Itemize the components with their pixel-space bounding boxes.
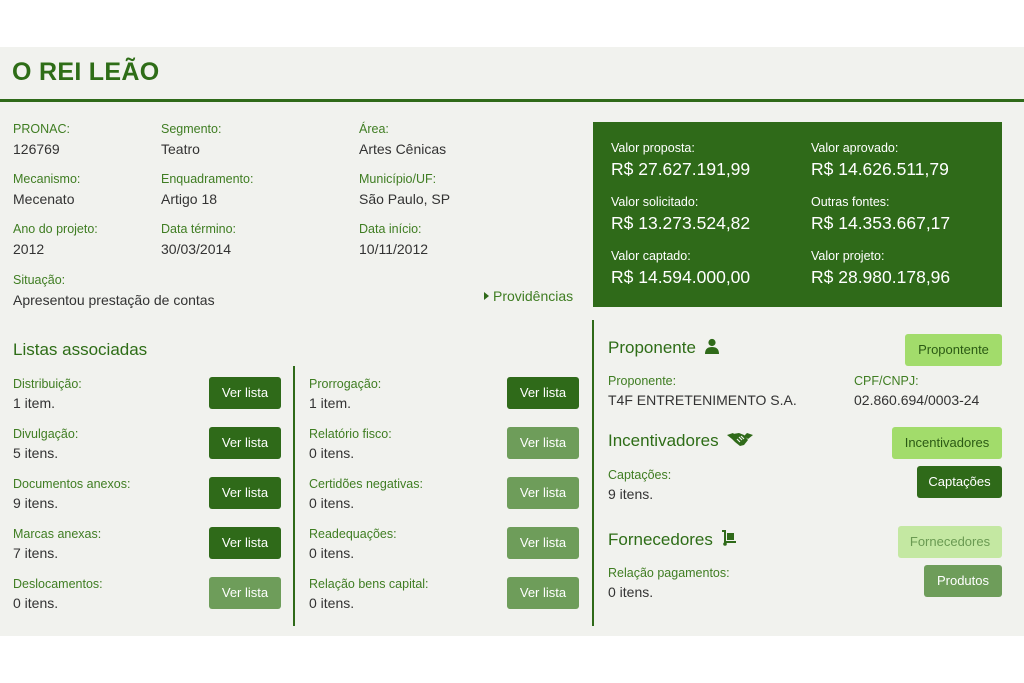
proponente-name-label: Proponente:: [608, 374, 677, 388]
providencias-link[interactable]: [484, 288, 573, 304]
financial-value: R$ 14.626.511,79: [811, 159, 949, 179]
fornecedores-title-text: Fornecedores: [608, 530, 713, 549]
list-item-readequacoes: [309, 527, 397, 562]
triangle-right-icon: [484, 292, 489, 300]
captacoes-label: Captações:: [608, 468, 672, 482]
list-item-label: Relação bens capital:: [309, 577, 429, 591]
financial-summary: [593, 122, 1002, 307]
financial-label: Outras fontes:: [811, 195, 890, 209]
field-situacao: [13, 273, 215, 309]
field-label: Segmento:: [161, 122, 222, 136]
list-item-documentos-anexos: [13, 477, 130, 512]
outras-fontes: [811, 195, 950, 234]
financial-label: Valor projeto:: [811, 249, 885, 263]
relacao-pagamentos-count: 0 itens.: [608, 584, 654, 600]
proponente-button[interactable]: Propontente: [905, 334, 1002, 366]
field-ano-projeto: [13, 222, 98, 258]
list-item-label: Divulgação:: [13, 427, 79, 441]
proponente-title: [608, 338, 720, 359]
cpf-cnpj-label: CPF/CNPJ:: [854, 374, 919, 388]
field-value: São Paulo, SP: [359, 191, 451, 207]
field-label: Data término:: [161, 222, 237, 236]
fornecedores-title: [608, 530, 737, 551]
produtos-button[interactable]: Produtos: [924, 565, 1002, 597]
proponente-name: [608, 374, 797, 409]
list-item-deslocamentos: [13, 577, 103, 612]
field-pronac: [13, 122, 70, 158]
list-item-count: 1 item.: [13, 395, 56, 411]
list-item-label: Distribuição:: [13, 377, 82, 391]
list-item-label: Marcas anexas:: [13, 527, 102, 541]
field-value: 2012: [13, 241, 45, 257]
list-item-label: Relatório fisco:: [309, 427, 392, 441]
cpf-cnpj-value: 02.860.694/0003-24: [854, 392, 980, 408]
list-item-divulgacao: [13, 427, 78, 462]
field-value: Artigo 18: [161, 191, 218, 207]
list-item-marcas-anexas: [13, 527, 101, 562]
incentivadores-title: [608, 431, 753, 452]
field-segmento: [161, 122, 221, 158]
field-value: Artes Cênicas: [359, 141, 447, 157]
list-item-count: 5 itens.: [13, 445, 59, 461]
field-value: Apresentou prestação de contas: [13, 292, 215, 308]
field-label: Área:: [359, 122, 389, 136]
handshake-icon: [727, 431, 753, 452]
financial-value: R$ 28.980.178,96: [811, 267, 951, 287]
ver-lista-deslocamentos-button[interactable]: Ver lista: [209, 577, 281, 609]
field-value: Mecenato: [13, 191, 75, 207]
list-item-count: 0 itens.: [13, 595, 59, 611]
ver-lista-marcas-button[interactable]: Ver lista: [209, 527, 281, 559]
list-item-label: Readequações:: [309, 527, 397, 541]
hand-truck-icon: [721, 530, 737, 551]
list-item-label: Prorrogação:: [309, 377, 382, 391]
financial-value: R$ 14.353.667,17: [811, 213, 951, 233]
proponente-cpf-cnpj: [854, 374, 979, 409]
title-divider: [0, 99, 1024, 102]
list-item-label: Documentos anexos:: [13, 477, 131, 491]
valor-aprovado: [811, 141, 949, 180]
user-icon: [704, 338, 720, 359]
financial-value: R$ 13.273.524,82: [611, 213, 751, 233]
list-item-certidoes-negativas: [309, 477, 423, 512]
list-item-prorrogacao: [309, 377, 381, 412]
list-item-count: 7 itens.: [13, 545, 59, 561]
list-item-count: 0 itens.: [309, 495, 355, 511]
field-value: 10/11/2012: [359, 241, 429, 257]
ver-lista-readequacoes-button[interactable]: Ver lista: [507, 527, 579, 559]
financial-label: Valor proposta:: [611, 141, 695, 155]
field-label: Enquadramento:: [161, 172, 254, 186]
financial-label: Valor solicitado:: [611, 195, 699, 209]
captacoes-button[interactable]: Captações: [917, 466, 1002, 498]
valor-proposta: [611, 141, 750, 180]
list-item-count: 0 itens.: [309, 595, 355, 611]
field-data-inicio: [359, 222, 428, 258]
ver-lista-relatorio-fisco-button[interactable]: Ver lista: [507, 427, 579, 459]
captacoes-count: 9 itens.: [608, 486, 654, 502]
list-item-label: Certidões negativas:: [309, 477, 423, 491]
field-mecanismo: [13, 172, 80, 208]
field-data-termino: [161, 222, 236, 258]
financial-label: Valor aprovado:: [811, 141, 899, 155]
field-label: Mecanismo:: [13, 172, 81, 186]
proponente-title-text: Proponente: [608, 338, 696, 357]
relacao-pagamentos-item: [608, 566, 730, 601]
field-value: 30/03/2014: [161, 241, 232, 257]
providencias-label: Providências: [493, 288, 574, 304]
ver-lista-divulgacao-button[interactable]: Ver lista: [209, 427, 281, 459]
field-label: Município/UF:: [359, 172, 437, 186]
field-label: Data início:: [359, 222, 422, 236]
section-divider: [592, 320, 594, 626]
list-item-distribuicao: [13, 377, 82, 412]
financial-value: R$ 27.627.191,99: [611, 159, 751, 179]
field-value: 126769: [13, 141, 60, 157]
field-municipio: [359, 172, 450, 208]
list-item-relatorio-fisco: [309, 427, 392, 462]
ver-lista-certidoes-button[interactable]: Ver lista: [507, 477, 579, 509]
field-label: Ano do projeto:: [13, 222, 98, 236]
captacoes-item: [608, 468, 671, 503]
valor-captado: [611, 249, 750, 288]
incentivadores-title-text: Incentivadores: [608, 431, 719, 450]
ver-lista-documentos-button[interactable]: Ver lista: [209, 477, 281, 509]
incentivadores-button[interactable]: Incentivadores: [892, 427, 1002, 459]
proponente-name-value: T4F ENTRETENIMENTO S.A.: [608, 392, 797, 408]
list-item-relacao-bens-capital: [309, 577, 429, 612]
list-item-label: Deslocamentos:: [13, 577, 103, 591]
listas-column-divider: [293, 366, 295, 626]
financial-label: Valor captado:: [611, 249, 691, 263]
valor-solicitado: [611, 195, 750, 234]
field-area: [359, 122, 446, 158]
listas-associadas-title: Listas associadas: [13, 340, 148, 359]
financial-value: R$ 14.594.000,00: [611, 267, 751, 287]
list-item-count: 9 itens.: [13, 495, 59, 511]
fornecedores-button[interactable]: Fornecedores: [898, 526, 1002, 558]
field-label: Situação:: [13, 273, 66, 287]
ver-lista-distribuicao-button[interactable]: Ver lista: [209, 377, 281, 409]
relacao-pagamentos-label: Relação pagamentos:: [608, 566, 730, 580]
list-item-count: 1 item.: [309, 395, 352, 411]
field-label: PRONAC:: [13, 122, 70, 136]
field-enquadramento: [161, 172, 253, 208]
valor-projeto: [811, 249, 950, 288]
list-item-count: 0 itens.: [309, 545, 355, 561]
field-value: Teatro: [161, 141, 200, 157]
page-title: O REI LEÃO: [12, 58, 160, 86]
ver-lista-prorrogacao-button[interactable]: Ver lista: [507, 377, 579, 409]
list-item-count: 0 itens.: [309, 445, 355, 461]
ver-lista-bens-capital-button[interactable]: Ver lista: [507, 577, 579, 609]
